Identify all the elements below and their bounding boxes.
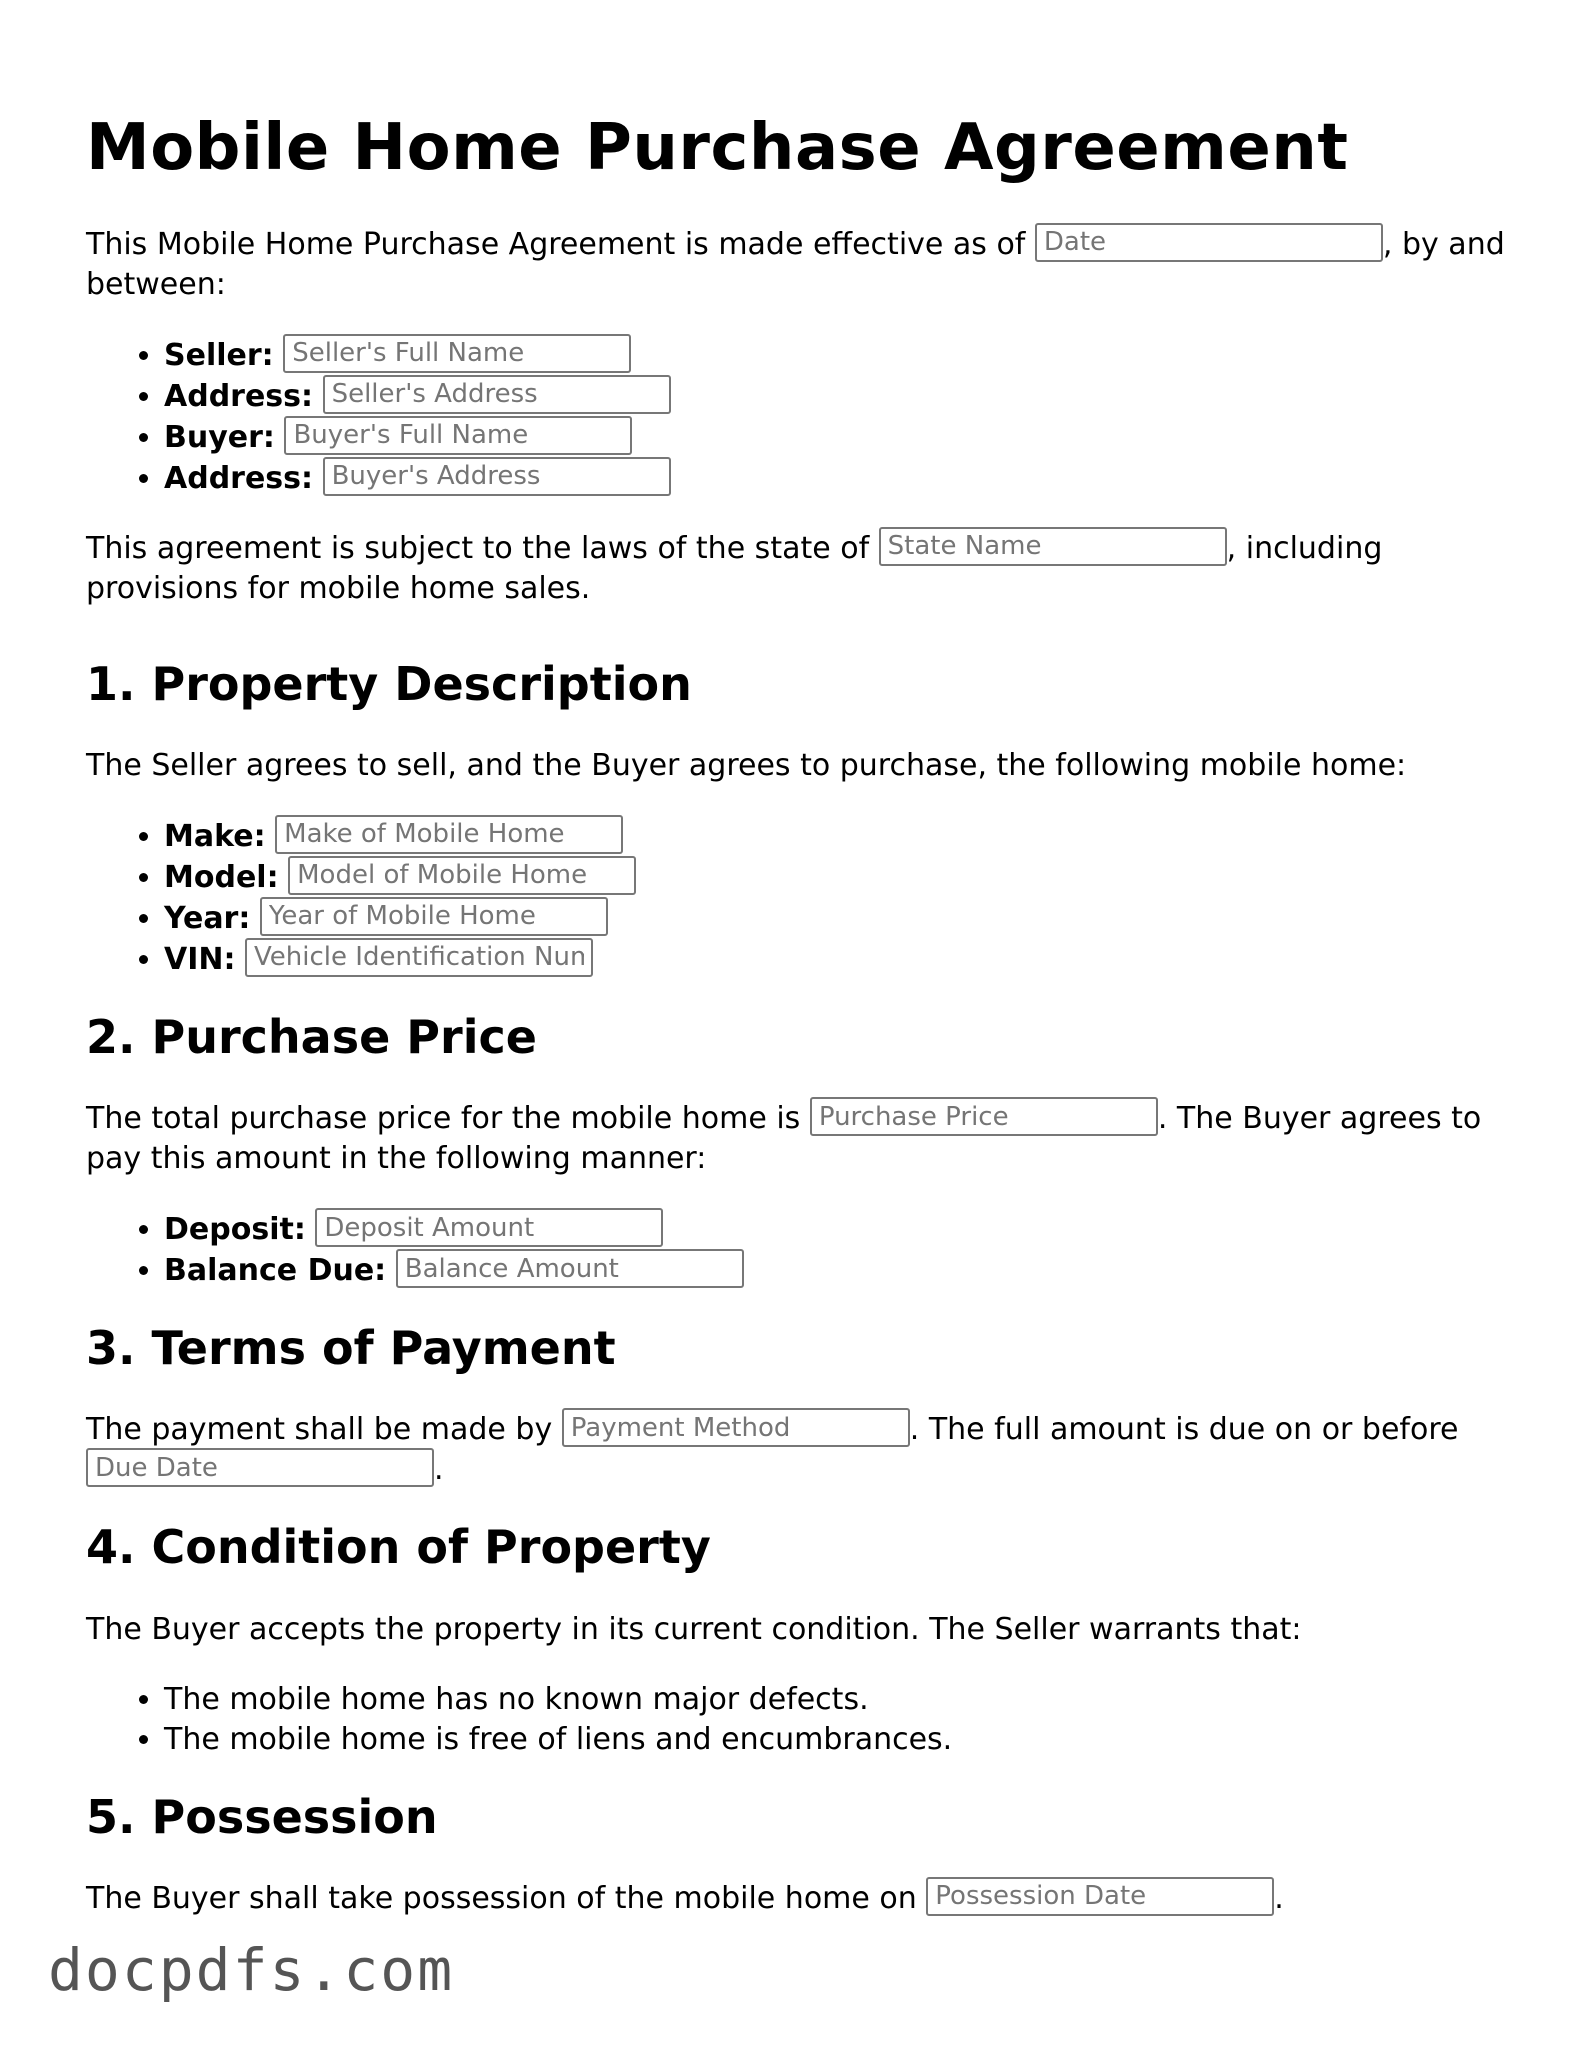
list-item: • The mobile home is free of liens and encumbrances. — [164, 1720, 1506, 1760]
balance-input[interactable] — [396, 1249, 744, 1288]
purchase-price-input[interactable] — [810, 1097, 1158, 1136]
terms-text-after: . — [434, 1452, 444, 1488]
seller-address-label: Address: — [164, 378, 314, 414]
list-item — [164, 857, 1506, 898]
terms-of-payment-paragraph — [86, 1410, 1506, 1490]
parties-list — [86, 335, 1506, 499]
section-heading-property-description: 1. Property Description — [86, 656, 692, 711]
agreement-document — [86, 100, 1506, 1949]
deposit-input[interactable] — [315, 1208, 663, 1247]
deposit-label: Deposit: — [164, 1212, 306, 1248]
terms-text-middle: . The full amount is due on or before — [909, 1412, 1459, 1448]
law-text-after: , including provisions for mobile home sales. — [86, 530, 1383, 606]
list-item — [164, 1209, 1506, 1250]
effective-date-input[interactable] — [1035, 223, 1383, 262]
price-text-before: The total purchase price for the mobile home is — [86, 1101, 810, 1137]
list-item — [164, 458, 1506, 499]
property-description-text: The Seller agrees to sell, and the Buyer agrees to purchase, the following mobile home: — [86, 747, 1407, 783]
due-date-input[interactable] — [86, 1448, 434, 1487]
payment-breakdown-list — [86, 1209, 1506, 1291]
possession-text-before: The Buyer shall take possession of the mobile home on — [86, 1880, 927, 1916]
list-item — [164, 335, 1506, 376]
governing-law-paragraph — [86, 529, 1506, 609]
property-list — [86, 816, 1506, 980]
balance-due-label: Balance Due: — [164, 1253, 387, 1289]
intro-text-after: , by and between: — [86, 226, 1505, 302]
list-item: • The mobile home has no known major defects. — [164, 1680, 1506, 1720]
buyer-label: Buyer: — [164, 419, 275, 455]
warranty-list — [86, 1680, 1506, 1760]
list-item — [164, 898, 1506, 939]
possession-date-input[interactable] — [926, 1877, 1274, 1916]
price-text-after: . The Buyer agrees to pay this amount in the following manner: — [86, 1101, 1482, 1177]
year-label: Year: — [164, 900, 251, 936]
vin-label: VIN: — [164, 941, 236, 977]
section-heading-condition-of-property: 4. Condition of Property — [86, 1520, 711, 1575]
section-heading-purchase-price: 2. Purchase Price — [86, 1009, 537, 1064]
list-item — [164, 1250, 1506, 1291]
list-item — [164, 376, 1506, 417]
list-item — [164, 417, 1506, 458]
watermark: docpdfs.com — [48, 1936, 455, 2004]
model-label: Model: — [164, 859, 279, 895]
list-item — [164, 816, 1506, 857]
model-input[interactable] — [288, 856, 636, 895]
law-text-before: This agreement is subject to the laws of the state of — [86, 530, 879, 566]
seller-label: Seller: — [164, 337, 274, 373]
purchase-price-paragraph — [86, 1099, 1506, 1179]
buyer-name-input[interactable] — [284, 416, 632, 455]
section-heading-possession: 5. Possession — [86, 1789, 438, 1844]
seller-address-input[interactable] — [323, 375, 671, 414]
intro-text-before: This Mobile Home Purchase Agreement is made effective as of — [86, 226, 1035, 262]
intro-paragraph — [86, 225, 1506, 305]
year-input[interactable] — [260, 897, 608, 936]
condition-text: The Buyer accepts the property in its current condition. The Seller warrants that: — [86, 1611, 1302, 1647]
make-label: Make: — [164, 818, 266, 854]
state-name-input[interactable] — [879, 527, 1227, 566]
buyer-address-input[interactable] — [323, 457, 671, 496]
possession-text-after: . — [1274, 1880, 1284, 1916]
vin-input[interactable] — [245, 938, 593, 977]
payment-method-input[interactable] — [562, 1408, 910, 1447]
terms-text-before: The payment shall be made by — [86, 1412, 562, 1448]
possession-paragraph — [86, 1879, 1506, 1919]
page-title: Mobile Home Purchase Agreement — [86, 111, 1349, 185]
seller-name-input[interactable] — [283, 334, 631, 373]
section-heading-terms-of-payment: 3. Terms of Payment — [86, 1321, 616, 1376]
make-input[interactable] — [275, 815, 623, 854]
list-item — [164, 939, 1506, 980]
buyer-address-label: Address: — [164, 460, 314, 496]
